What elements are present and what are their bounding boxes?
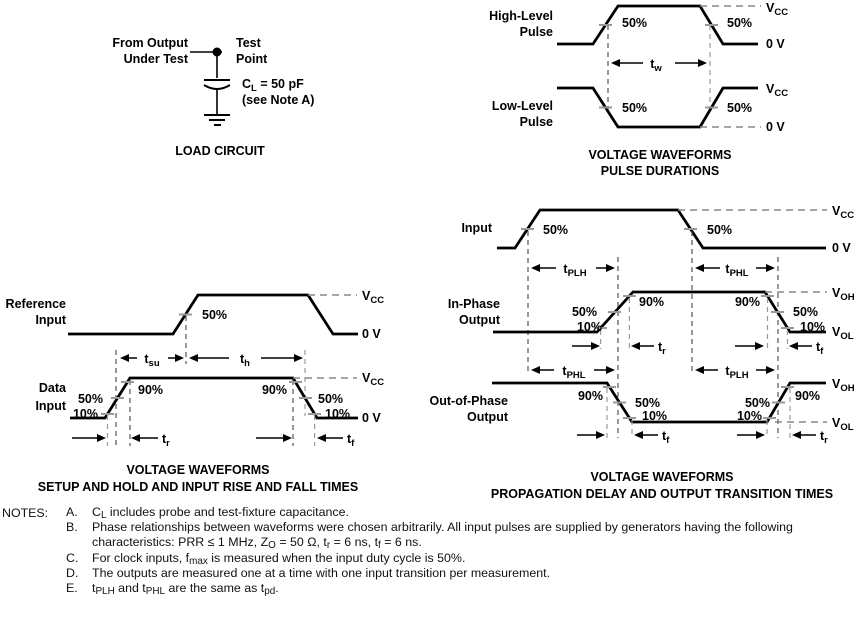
arrow-right-icon bbox=[698, 59, 707, 67]
pct90-label: 90% bbox=[639, 295, 665, 309]
tplh-label: $t_{PLH}$ bbox=[725, 364, 749, 381]
vcc-label: $V_{CC}$ bbox=[362, 371, 385, 388]
source-label-line2: Under Test bbox=[123, 52, 188, 66]
note-letter: D. bbox=[66, 565, 79, 580]
pct90-label: 90% bbox=[577, 389, 603, 403]
voh-label: $V_{OH}$ bbox=[832, 377, 855, 394]
tf-label: $t_f$ bbox=[816, 340, 824, 357]
pulse-durations-caption-line1: VOLTAGE WAVEFORMS bbox=[588, 148, 732, 162]
reference-input-label-line2: Input bbox=[35, 313, 66, 327]
arrow-right-icon bbox=[294, 354, 303, 362]
high-pulse-label-line1: High-Level bbox=[489, 9, 553, 23]
tplh-label: $t_{PLH}$ bbox=[563, 262, 587, 279]
notes-list bbox=[66, 505, 864, 596]
zero-v-label: 0 V bbox=[766, 120, 785, 134]
pulse-durations-caption-line2: PULSE DURATIONS bbox=[600, 164, 720, 178]
arrow-right-icon bbox=[755, 342, 764, 350]
test-point-label-line2: Point bbox=[236, 52, 268, 66]
arrow-right-icon bbox=[606, 264, 615, 272]
th-label: $t_h$ bbox=[240, 352, 250, 369]
low-pulse-label-line2: Pulse bbox=[519, 115, 553, 129]
voh-label: $V_{OH}$ bbox=[832, 286, 855, 303]
pct90-label: 90% bbox=[734, 295, 760, 309]
data-input-label-line1: Data bbox=[38, 381, 66, 395]
outphase-output-label-line2: Output bbox=[467, 410, 508, 424]
note-item bbox=[66, 520, 864, 550]
vol-label: $V_{OL}$ bbox=[832, 325, 854, 342]
tsu-label: $t_{su}$ bbox=[144, 352, 160, 369]
vcc-label: $V_{CC}$ bbox=[766, 1, 789, 18]
source-label-line1: From Output bbox=[112, 36, 188, 50]
arrow-left-icon bbox=[695, 264, 704, 272]
pct10-label: 10% bbox=[325, 407, 351, 421]
note-text: $t_{PLH}$ and $t_{PHL}$ are the same as $t_{pd}$. bbox=[92, 581, 279, 598]
pct50-label: 50% bbox=[202, 308, 228, 322]
tr-label: $t_r$ bbox=[658, 340, 666, 357]
arrow-left-icon bbox=[189, 354, 198, 362]
note-text: For clock inputs, $f_{max}$ is measured when the input duty cycle is 50%. bbox=[92, 550, 466, 567]
arrow-left-icon bbox=[631, 342, 640, 350]
setup-hold-caption-line2: SETUP AND HOLD AND INPUT RISE AND FALL TIMES bbox=[37, 480, 359, 494]
pct10-label: 10% bbox=[642, 409, 668, 423]
pct50-label: 50% bbox=[622, 101, 648, 115]
arrow-right-icon bbox=[766, 264, 775, 272]
arrow-right-icon bbox=[756, 431, 765, 439]
inphase-output-label-line2: Output bbox=[459, 313, 500, 327]
arrow-left-icon bbox=[131, 434, 140, 442]
note-item bbox=[66, 581, 864, 596]
zero-v-label: 0 V bbox=[362, 411, 381, 425]
note-item bbox=[66, 566, 864, 581]
zero-v-label: 0 V bbox=[362, 327, 381, 341]
arrow-left-icon bbox=[789, 342, 798, 350]
pct50-label: 50% bbox=[727, 101, 753, 115]
pct10-label: 10% bbox=[800, 320, 826, 334]
low-pulse-label-line1: Low-Level bbox=[491, 99, 553, 113]
data-input-label-line2: Input bbox=[35, 399, 66, 413]
arrow-right-icon bbox=[97, 434, 106, 442]
setup-hold-diagram bbox=[0, 278, 400, 496]
arrow-left-icon bbox=[317, 434, 326, 442]
pct50-label: 50% bbox=[543, 223, 569, 237]
notes-heading: NOTES: bbox=[2, 506, 49, 520]
note-text: Phase relationships between waveforms were chosen arbitrarily. All input pulses are supplied by generators having the following characteristics: PRR ≤ 1 MHz, $Z_O = 50$ Ω, $t_r = 6$ ns, $t_f = 6$ ns. bbox=[92, 520, 793, 552]
pct50-label: 50% bbox=[744, 396, 770, 410]
pct50-label: 50% bbox=[707, 223, 733, 237]
arrow-right-icon bbox=[766, 366, 775, 374]
note-text: $C_L$ includes probe and test-fixture capacitance. bbox=[92, 505, 349, 522]
zero-v-label: 0 V bbox=[832, 241, 851, 255]
notes-section bbox=[0, 505, 864, 596]
pct50-label: 50% bbox=[727, 16, 753, 30]
arrow-left-icon bbox=[634, 431, 643, 439]
inphase-output-label-line1: In-Phase bbox=[447, 297, 500, 311]
pct90-label: 90% bbox=[795, 389, 821, 403]
load-circuit-diagram bbox=[60, 25, 380, 185]
note-letter: A. bbox=[66, 505, 78, 519]
arrow-left-icon bbox=[531, 264, 540, 272]
arrow-left-icon bbox=[531, 366, 540, 374]
pct10-label: 10% bbox=[736, 409, 762, 423]
arrow-right-icon bbox=[596, 431, 605, 439]
vol-label: $V_{OL}$ bbox=[832, 416, 854, 433]
note-item bbox=[66, 551, 864, 566]
note-item bbox=[66, 505, 864, 520]
vcc-label: $V_{CC}$ bbox=[832, 204, 855, 221]
prop-delay-caption-line2: PROPAGATION DELAY AND OUTPUT TRANSITION TIMES bbox=[490, 487, 834, 501]
arrow-right-icon bbox=[175, 354, 184, 362]
tr-label: $t_r$ bbox=[162, 432, 170, 449]
pct50-label: 50% bbox=[793, 305, 819, 319]
pct10-label: 10% bbox=[576, 320, 602, 334]
reference-input-label-line1: Reference bbox=[5, 297, 66, 311]
tr-label: $t_r$ bbox=[820, 429, 828, 446]
vcc-label: $V_{CC}$ bbox=[766, 82, 789, 99]
pct50-label: 50% bbox=[622, 16, 648, 30]
arrow-right-icon bbox=[283, 434, 292, 442]
pct50-label: 50% bbox=[318, 392, 344, 406]
arrow-right-icon bbox=[606, 366, 615, 374]
outphase-output-label-line1: Out-of-Phase bbox=[430, 394, 508, 408]
pct90-label: 90% bbox=[261, 383, 287, 397]
capacitance-note-label: (see Note A) bbox=[242, 93, 315, 107]
note-text: The outputs are measured one at a time with one input transition per measurement. bbox=[92, 565, 551, 580]
arrow-left-icon bbox=[695, 366, 704, 374]
pulse-durations-diagram bbox=[430, 0, 864, 180]
input-label: Input bbox=[461, 221, 492, 235]
note-letter: C. bbox=[66, 550, 79, 565]
arrow-left-icon bbox=[792, 431, 801, 439]
capacitor-bottom-plate bbox=[204, 85, 230, 89]
note-letter: E. bbox=[66, 581, 78, 596]
arrow-left-icon bbox=[120, 354, 129, 362]
prop-delay-caption-line1: VOLTAGE WAVEFORMS bbox=[590, 470, 734, 484]
note-letter: B. bbox=[66, 520, 78, 535]
tphl-label: $t_{PHL}$ bbox=[725, 262, 749, 279]
tphl-label: $t_{PHL}$ bbox=[562, 364, 586, 381]
arrow-right-icon bbox=[591, 342, 600, 350]
pct90-label: 90% bbox=[138, 383, 164, 397]
vcc-label: $V_{CC}$ bbox=[362, 289, 385, 306]
zero-v-label: 0 V bbox=[766, 37, 785, 51]
test-point-label-line1: Test bbox=[236, 36, 261, 50]
setup-hold-caption-line1: VOLTAGE WAVEFORMS bbox=[126, 463, 270, 477]
pct10-label: 10% bbox=[72, 407, 98, 421]
pct50-label: 50% bbox=[571, 305, 597, 319]
high-pulse-label-line2: Pulse bbox=[519, 25, 553, 39]
pct50-label: 50% bbox=[635, 396, 661, 410]
tf-label: $t_f$ bbox=[347, 432, 355, 449]
tw-label: $t_w$ bbox=[650, 57, 662, 74]
tf-label: $t_f$ bbox=[662, 429, 670, 446]
load-circuit-caption: LOAD CIRCUIT bbox=[175, 144, 265, 158]
arrow-left-icon bbox=[611, 59, 620, 67]
pct50-label: 50% bbox=[77, 392, 103, 406]
propagation-delay-diagram bbox=[430, 195, 864, 505]
capacitance-value-label: $C_L = 50$ pF bbox=[242, 77, 304, 94]
